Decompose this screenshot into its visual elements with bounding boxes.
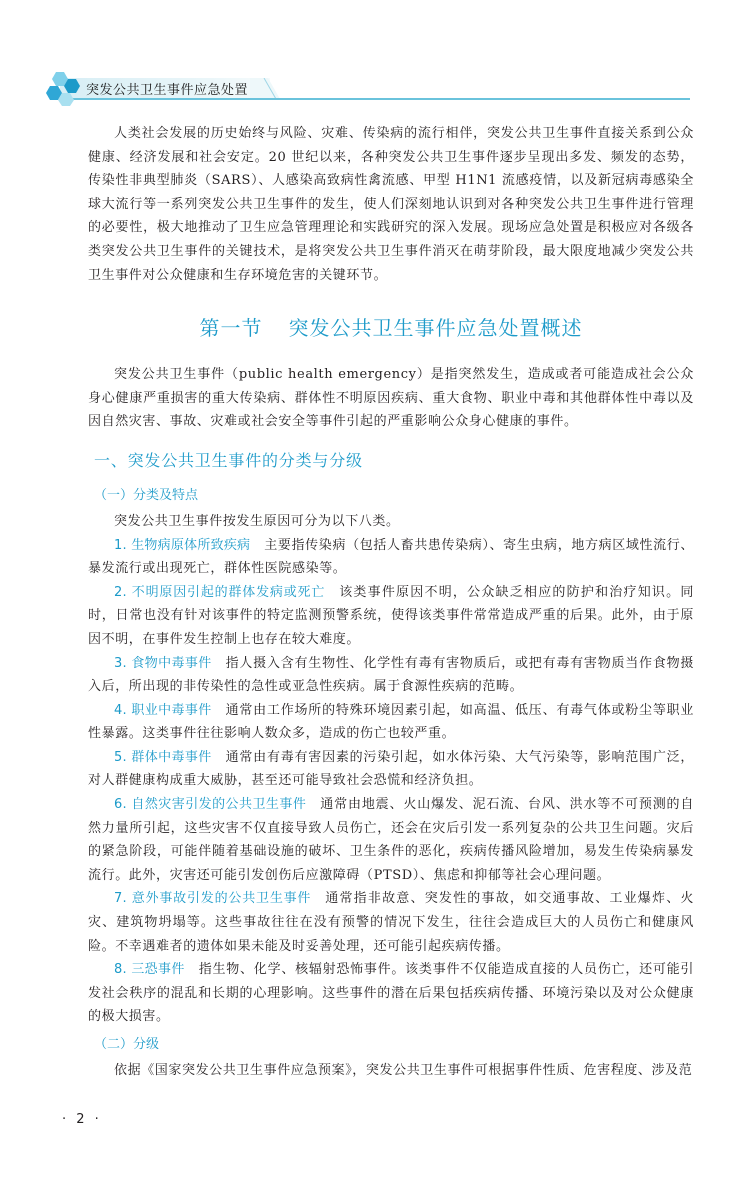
category-name: 群体中毒事件 — [131, 749, 212, 765]
header-band-slant — [250, 78, 280, 99]
page-number: · 2 · — [62, 1112, 102, 1127]
category-item — [88, 534, 694, 581]
category-num: 3. — [114, 655, 127, 671]
category-text: 通常指非故意、突发性的事故，如交通事故、工业爆炸、火灾、建筑物坍塌等。这些事故往往在没有预警的情况下发生，往往会造成巨大的人员伤亡和健康风险。不幸遇难者的遗体如果未能及时妥善处理，还可能引起疾病传播。 — [88, 891, 694, 954]
category-text: 通常由工作场所的特殊环境因素引起，如高温、低压、有毒气体或粉尘等职业性暴露。这类事件往往影响人数众多，造成的伤亡也较严重。 — [88, 702, 694, 742]
intro-paragraph: 人类社会发展的历史始终与风险、灾难、传染病的流行相伴，突发公共卫生事件直接关系到公众健康、经济发展和社会安定。20 世纪以来，各种突发公共卫生事件逐步呈现出多发、频发的态势，传染性非典型肺炎（SARS）、人感染高致病性禽流感、甲型 H1N1 流感疫情，以及新冠病毒感染全球大流行等一系列突发公共卫生事件的发生，使人们深刻地认识到对各种突发公共卫生事件进行管理的必要性，极大地推动了卫生应急管理理论和实践研究的深入发展。现场应急处置是积极应对各级各类突发公共卫生事件的关键技术，是将突发公共卫生事件消灭在萌芽阶段，最大限度地减少突发公共卫生事件对公众健康和生存环境危害的关键环节。 — [88, 126, 694, 283]
category-text: 该类事件原因不明，公众缺乏相应的防护和治疗知识。同时，日常也没有针对该事件的特定监测预警系统，使得该类事件常常造成严重的后果。此外，由于原因不明，在事件发生控制上也存在较大难度。 — [88, 584, 694, 647]
section-title — [88, 313, 694, 343]
category-item — [88, 746, 694, 793]
category-text: 通常由有毒有害因素的污染引起，如水体污染、大气污染等，影响范围广泛，对人群健康构成重大威胁，甚至还可能导致社会恐慌和经济负担。 — [88, 749, 694, 789]
subheading-grading: （二）分级 — [94, 1037, 160, 1052]
category-item — [88, 958, 694, 1029]
category-text: 指生物、化学、核辐射恐怖事件。该类事件不仅能造成直接的人员伤亡，还可能引发社会秩序的混乱和长期的心理影响。这些事件的潜在后果包括疾病传播、环境污染以及对公众健康的极大损害。 — [88, 962, 694, 1025]
classification-lead: 突发公共卫生事件按发生原因可分为以下八类。 — [114, 513, 400, 529]
category-num: 2. — [114, 584, 127, 600]
category-item — [88, 699, 694, 746]
category-item — [88, 652, 694, 699]
category-num: 1. — [114, 537, 127, 553]
category-name: 职业中毒事件 — [131, 702, 212, 718]
section-name: 突发公共卫生事件应急处置概述 — [288, 316, 583, 341]
category-item — [88, 581, 694, 652]
running-header — [0, 0, 750, 110]
category-list — [88, 534, 694, 1029]
category-text: 主要指传染病（包括人畜共患传染病）、寄生虫病，地方病区域性流行、暴发流行或出现死亡，群体性医院感染等。 — [88, 537, 694, 577]
category-name: 三恐事件 — [131, 962, 185, 978]
category-text: 通常由地震、火山爆发、泥石流、台风、洪水等不可预测的自然力量所引起，这些灾害不仅直接导致人员伤亡，还会在灾后引发一系列复杂的公共卫生问题。灾后的紧急阶段，可能伴随着基础设施的破坏、卫生条件的恶化，疾病传播风险增加，易发生传染病暴发流行。此外，灾害还可能引发创伤后应激障碍（PTSD）、焦虑和抑郁等社会心理问题。 — [88, 797, 695, 883]
grading-paragraph: 依据《国家突发公共卫生事件应急预案》，突发公共卫生事件可根据事件性质、危害程度、涉及范 — [114, 1063, 693, 1078]
category-num: 6. — [114, 797, 127, 813]
definition-paragraph: 突发公共卫生事件（public health emergency）是指突然发生，造成或者可能造成社会公众身心健康严重损害的重大传染病、群体性不明原因疾病、重大食物、职业中毒和其他群体性中毒以及因自然灾害、事故、灾难或社会安全等事件引起的严重影响公众身心健康的事件。 — [88, 367, 694, 430]
heading-classification-grading: 一、突发公共卫生事件的分类与分级 — [94, 450, 363, 470]
category-text: 指人摄入含有生物性、化学性有毒有害物质后，或把有毒有害物质当作食物摄入后，所出现的非传染性的急性或亚急性疾病。属于食源性疾病的范畴。 — [88, 655, 694, 695]
category-item — [88, 887, 694, 958]
category-item — [88, 793, 694, 887]
category-name: 生物病原体所致疾病 — [131, 537, 251, 553]
page-content — [88, 118, 694, 1083]
section-number: 第一节 — [199, 316, 263, 341]
category-name: 食物中毒事件 — [131, 655, 212, 671]
category-num: 8. — [114, 962, 127, 978]
category-name: 意外事故引发的公共卫生事件 — [131, 891, 312, 907]
category-name: 不明原因引起的群体发病或死亡 — [131, 584, 326, 600]
category-num: 4. — [114, 702, 127, 718]
category-num: 5. — [114, 749, 127, 765]
subheading-classification: （一）分类及特点 — [94, 487, 199, 503]
running-header-title: 突发公共卫生事件应急处置 — [86, 83, 249, 98]
category-num: 7. — [114, 891, 127, 907]
category-name: 自然灾害引发的公共卫生事件 — [131, 797, 307, 813]
header-rule — [60, 98, 690, 100]
hexagon-cluster-icon — [42, 70, 82, 106]
